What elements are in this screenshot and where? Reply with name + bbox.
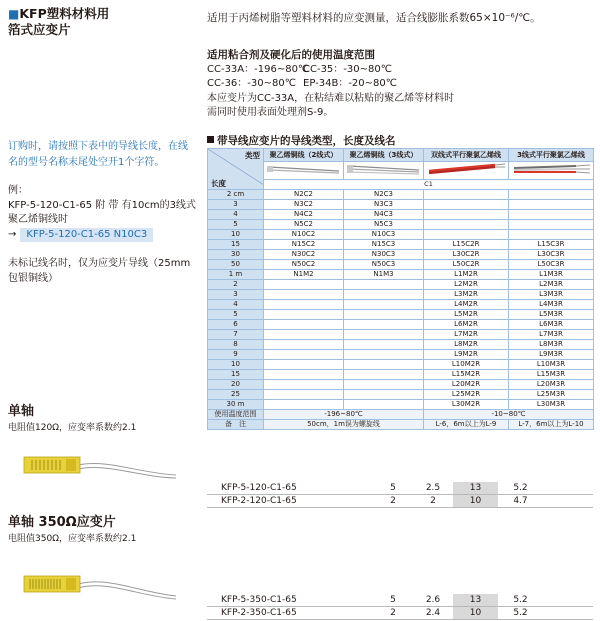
- wire-code-cell: L9M2R: [424, 350, 509, 360]
- lead-wire-table: [207, 148, 594, 430]
- section-desc: 电阻值350Ω，应变率系数约2.1: [8, 534, 137, 544]
- wire-code-cell: [264, 390, 344, 400]
- wire-code-cell: [344, 360, 424, 370]
- corner-length-label: 长度: [211, 179, 226, 188]
- adhesive-heading: 适用粘合剂及硬化后的使用温度范围: [207, 49, 375, 61]
- page-title: [8, 6, 188, 38]
- cable-3wire-icon: [345, 162, 423, 176]
- table-row: [208, 330, 594, 340]
- length-cell: 1 m: [208, 270, 264, 280]
- table-row: [208, 340, 594, 350]
- product-code: KFP-2-120-C1-65: [207, 495, 373, 508]
- base-length: 13: [453, 482, 498, 495]
- wire-code-cell: L50C2R: [424, 260, 509, 270]
- remark-row: [208, 420, 594, 430]
- wire-code-cell: L20M3R: [509, 380, 594, 390]
- wire-code-cell: N50C2: [264, 260, 344, 270]
- length-cell: 9: [208, 350, 264, 360]
- wire-code-cell: [344, 340, 424, 350]
- table-row: [208, 210, 594, 220]
- wire-code-cell: [264, 380, 344, 390]
- wire-code-cell: L7M3R: [509, 330, 594, 340]
- wire-code-cell: [424, 210, 509, 220]
- wire-code-cell: L5M2R: [424, 310, 509, 320]
- wire-code-cell: L3M2R: [424, 290, 509, 300]
- wire-code-cell: N4C3: [344, 210, 424, 220]
- wire-code-cell: L1M3R: [509, 270, 594, 280]
- wire-code-cell: [344, 330, 424, 340]
- wire-code-cell: [264, 300, 344, 310]
- table-row: [208, 320, 594, 330]
- wire-code-cell: [264, 310, 344, 320]
- corner-type-label: 类型: [245, 151, 260, 160]
- wire-code-cell: L20M2R: [424, 380, 509, 390]
- wire-code-cell: [344, 280, 424, 290]
- wire-code-cell: [509, 190, 594, 200]
- temp-range-n: -196~80℃: [264, 410, 424, 420]
- cable-image-3wire-pvc: [509, 162, 594, 180]
- adhesive-ep34b: EP-34B：-20~80℃: [303, 78, 397, 90]
- product-code: KFP-5-350-C1-65: [207, 594, 373, 607]
- wire-code-cell: L10M3R: [509, 360, 594, 370]
- product-code: KFP-2-350-C1-65: [207, 607, 373, 620]
- length-cell: 5: [208, 310, 264, 320]
- wire-code-cell: [344, 300, 424, 310]
- base-length: 10: [453, 495, 498, 508]
- wire-code-cell: [344, 350, 424, 360]
- gauge-width: 2.6: [413, 594, 453, 607]
- gauge-length: 5: [373, 594, 413, 607]
- wire-code-cell: [344, 380, 424, 390]
- wire-code-cell: L9M3R: [509, 350, 594, 360]
- gauge-length: 2: [373, 607, 413, 620]
- wire-code-cell: N50C3: [344, 260, 424, 270]
- remark-l3: L-7，6m以上为L-10: [509, 420, 594, 430]
- wire-code-cell: [344, 400, 424, 410]
- wire-code-cell: N30C2: [264, 250, 344, 260]
- wire-code-cell: N2C2: [264, 190, 344, 200]
- wire-code-cell: N15C2: [264, 240, 344, 250]
- wire-code-cell: L25M3R: [509, 390, 594, 400]
- example-text: KFP-5-120-C1-65 附 带 有10cm的3线式聚乙烯铜线时: [8, 199, 196, 225]
- table-row: [208, 280, 594, 290]
- wire-code-cell: N2C3: [344, 190, 424, 200]
- wire-code-cell: [424, 190, 509, 200]
- length-cell: 3: [208, 290, 264, 300]
- length-cell: 50: [208, 260, 264, 270]
- length-cell: 30: [208, 250, 264, 260]
- wire-code-cell: L7M2R: [424, 330, 509, 340]
- gauge-width: 2.5: [413, 482, 453, 495]
- wire-code-cell: [264, 360, 344, 370]
- strain-gauge-image: [8, 447, 178, 487]
- length-cell: 10: [208, 230, 264, 240]
- temp-range-l: -10~80℃: [424, 410, 594, 420]
- length-cell: 3: [208, 200, 264, 210]
- table-row: [208, 270, 594, 280]
- length-cell: 25: [208, 390, 264, 400]
- table-row: [208, 240, 594, 250]
- wire-code-cell: [424, 200, 509, 210]
- wire-code-cell: L30C3R: [509, 250, 594, 260]
- example-label: 例：: [8, 185, 28, 196]
- gauge-length: 2: [373, 495, 413, 508]
- wire-code-cell: [424, 230, 509, 240]
- wire-code-cell: N30C3: [344, 250, 424, 260]
- adhesive-row: [207, 63, 454, 78]
- wire-code-cell: L2M3R: [509, 280, 594, 290]
- wire-code-cell: [264, 340, 344, 350]
- wire-code-cell: [264, 400, 344, 410]
- adhesive-note2: 需同时使用表面处理剂S-9。: [207, 107, 334, 119]
- adhesive-note1: 本应变片为CC-33A，在粘结难以粘贴的聚乙烯等材料时: [207, 92, 455, 104]
- table-row: [208, 310, 594, 320]
- table-row: [208, 250, 594, 260]
- order-note: 订购时，请按照下表中的导线长度，在线名的型号名称末尾处空开1个字符。: [8, 141, 188, 168]
- product-row: [207, 495, 593, 508]
- square-bullet-icon: [207, 136, 214, 143]
- temp-range-label: 使用温度范围: [208, 410, 264, 420]
- wire-code-cell: [344, 290, 424, 300]
- base-width: 4.7: [498, 495, 543, 508]
- product-table-350: [207, 594, 593, 620]
- wire-code-cell: [344, 320, 424, 330]
- table-row: [208, 300, 594, 310]
- wire-code-cell: [264, 320, 344, 330]
- cable-image-2wire: [264, 162, 344, 180]
- section-desc: 电阻值120Ω，应变率系数约2.1: [8, 423, 137, 433]
- base-width: 5.2: [498, 482, 543, 495]
- column-header: 双线式平行聚氯乙烯线: [424, 149, 509, 162]
- adhesive-cc35: CC-35：-30~80℃: [303, 63, 392, 75]
- wire-code-cell: L4M3R: [509, 300, 594, 310]
- single-axis-350: [8, 515, 178, 610]
- table-row: [208, 230, 594, 240]
- wire-code-cell: L15C3R: [509, 240, 594, 250]
- wire-code-cell: [509, 200, 594, 210]
- title-line2: 箔式应变片: [8, 22, 71, 37]
- product-code: KFP-5-120-C1-65: [207, 482, 373, 495]
- unlisted-note: 未标记线名时，仅为应变片导线（25mm包银铜线）: [8, 258, 191, 284]
- table-row: [208, 360, 594, 370]
- title-bullet: ■: [8, 7, 20, 21]
- wire-code-cell: L50C3R: [509, 260, 594, 270]
- wire-code-cell: L6M2R: [424, 320, 509, 330]
- wire-code-cell: [344, 310, 424, 320]
- table-row: [208, 290, 594, 300]
- table-row: [208, 370, 594, 380]
- cable-2wire-icon: [265, 162, 343, 176]
- wire-code-cell: N10C3: [344, 230, 424, 240]
- length-cell: 4: [208, 210, 264, 220]
- product-row: [207, 594, 593, 607]
- cable-red-2wire-icon: [425, 162, 508, 176]
- table-row: [208, 190, 594, 200]
- wire-code-cell: [509, 230, 594, 240]
- remark-l2: L-6，6m以上为L-9: [424, 420, 509, 430]
- wire-code-cell: L15M3R: [509, 370, 594, 380]
- example-block: [8, 184, 200, 242]
- wire-code-cell: L25M2R: [424, 390, 509, 400]
- gauge-width: 2: [413, 495, 453, 508]
- adhesive-section: [207, 48, 454, 121]
- wire-code-cell: N1M2: [264, 270, 344, 280]
- base-width: 5.2: [498, 607, 543, 620]
- adhesive-cc36: CC-36：-30~80℃: [207, 78, 296, 90]
- length-cell: 2: [208, 280, 264, 290]
- remark-label: 备 注: [208, 420, 264, 430]
- table-corner: [208, 149, 264, 190]
- cable-image-3wire: [344, 162, 424, 180]
- wire-code-cell: N3C2: [264, 200, 344, 210]
- wire-code-cell: L8M2R: [424, 340, 509, 350]
- product-table-120: [207, 482, 593, 508]
- temp-range-row: [208, 410, 594, 420]
- single-axis-120: [8, 404, 178, 491]
- wire-code-cell: N10C2: [264, 230, 344, 240]
- spacer-cell: [543, 495, 593, 508]
- wire-code-cell: [424, 220, 509, 230]
- table-row: [208, 220, 594, 230]
- length-cell: 2 cm: [208, 190, 264, 200]
- adhesive-row: [207, 77, 454, 92]
- cable-image-2wire-pvc: [424, 162, 509, 180]
- length-cell: 5: [208, 220, 264, 230]
- length-cell: 15: [208, 370, 264, 380]
- strain-gauge-image: [8, 566, 178, 606]
- product-row: [207, 482, 593, 495]
- wire-code-cell: [264, 330, 344, 340]
- wire-code-cell: L6M3R: [509, 320, 594, 330]
- base-width: 5.2: [498, 594, 543, 607]
- spacer-cell: [543, 482, 593, 495]
- wire-code-cell: N4C2: [264, 210, 344, 220]
- wire-code-cell: [264, 370, 344, 380]
- column-header: 3线式平行聚氯乙烯线: [509, 149, 594, 162]
- length-cell: 15: [208, 240, 264, 250]
- wire-code-cell: L2M2R: [424, 280, 509, 290]
- example-result: KFP-5-120-C1-65 N10C3: [20, 228, 153, 243]
- arrow-icon: →: [8, 228, 17, 240]
- wire-code-cell: [509, 220, 594, 230]
- wire-code-cell: N3C3: [344, 200, 424, 210]
- wire-code-cell: N5C3: [344, 220, 424, 230]
- gauge-width: 2.4: [413, 607, 453, 620]
- wire-code-cell: L30M2R: [424, 400, 509, 410]
- wire-code-cell: L10M2R: [424, 360, 509, 370]
- c1-label: C1: [264, 180, 594, 190]
- wire-code-cell: L15C2R: [424, 240, 509, 250]
- length-cell: 7: [208, 330, 264, 340]
- base-length: 13: [453, 594, 498, 607]
- adhesive-cc33a: CC-33A：-196~80℃: [207, 63, 310, 75]
- wire-code-cell: N5C2: [264, 220, 344, 230]
- wire-code-cell: [344, 390, 424, 400]
- title-line1: KFP塑料材料用: [19, 6, 110, 21]
- remark-n: 50cm，1m误为螺旋线: [264, 420, 424, 430]
- length-cell: 30 m: [208, 400, 264, 410]
- wire-code-cell: L3M3R: [509, 290, 594, 300]
- wire-code-cell: [264, 290, 344, 300]
- length-cell: 6: [208, 320, 264, 330]
- wire-code-cell: L30C2R: [424, 250, 509, 260]
- wire-code-cell: L30M3R: [509, 400, 594, 410]
- length-cell: 20: [208, 380, 264, 390]
- table-row: [208, 380, 594, 390]
- product-description: 适用于丙烯树脂等塑料材料的应变测量，适合线膨胀系数65×10⁻⁶/℃。: [207, 12, 541, 24]
- section-heading: 单轴 350Ω应变片: [8, 515, 116, 530]
- wire-code-cell: [264, 350, 344, 360]
- table-row: [208, 400, 594, 410]
- product-row: [207, 607, 593, 620]
- table-row: [208, 350, 594, 360]
- wire-code-cell: L1M2R: [424, 270, 509, 280]
- spacer-cell: [543, 607, 593, 620]
- wire-code-cell: L5M3R: [509, 310, 594, 320]
- column-header: 聚乙烯铜线（3线式）: [344, 149, 424, 162]
- gauge-length: 5: [373, 482, 413, 495]
- length-cell: 8: [208, 340, 264, 350]
- wire-code-cell: N15C3: [344, 240, 424, 250]
- wire-code-cell: L4M2R: [424, 300, 509, 310]
- wire-code-cell: L15M2R: [424, 370, 509, 380]
- wire-code-cell: [264, 280, 344, 290]
- wire-code-cell: [509, 210, 594, 220]
- wire-code-cell: [344, 370, 424, 380]
- length-cell: 4: [208, 300, 264, 310]
- length-cell: 10: [208, 360, 264, 370]
- column-header: 聚乙烯铜线（2线式）: [264, 149, 344, 162]
- table-row: [208, 260, 594, 270]
- table-row: [208, 390, 594, 400]
- section-heading: 单轴: [8, 404, 35, 419]
- spacer-cell: [543, 594, 593, 607]
- cable-grey-3wire-icon: [510, 162, 593, 176]
- table-row: [208, 200, 594, 210]
- wire-code-cell: N1M3: [344, 270, 424, 280]
- wire-code-cell: L8M3R: [509, 340, 594, 350]
- example-result-row: [8, 228, 200, 243]
- base-length: 10: [453, 607, 498, 620]
- table-title: 带导线应变片的导线类型，长度及线名: [207, 133, 396, 148]
